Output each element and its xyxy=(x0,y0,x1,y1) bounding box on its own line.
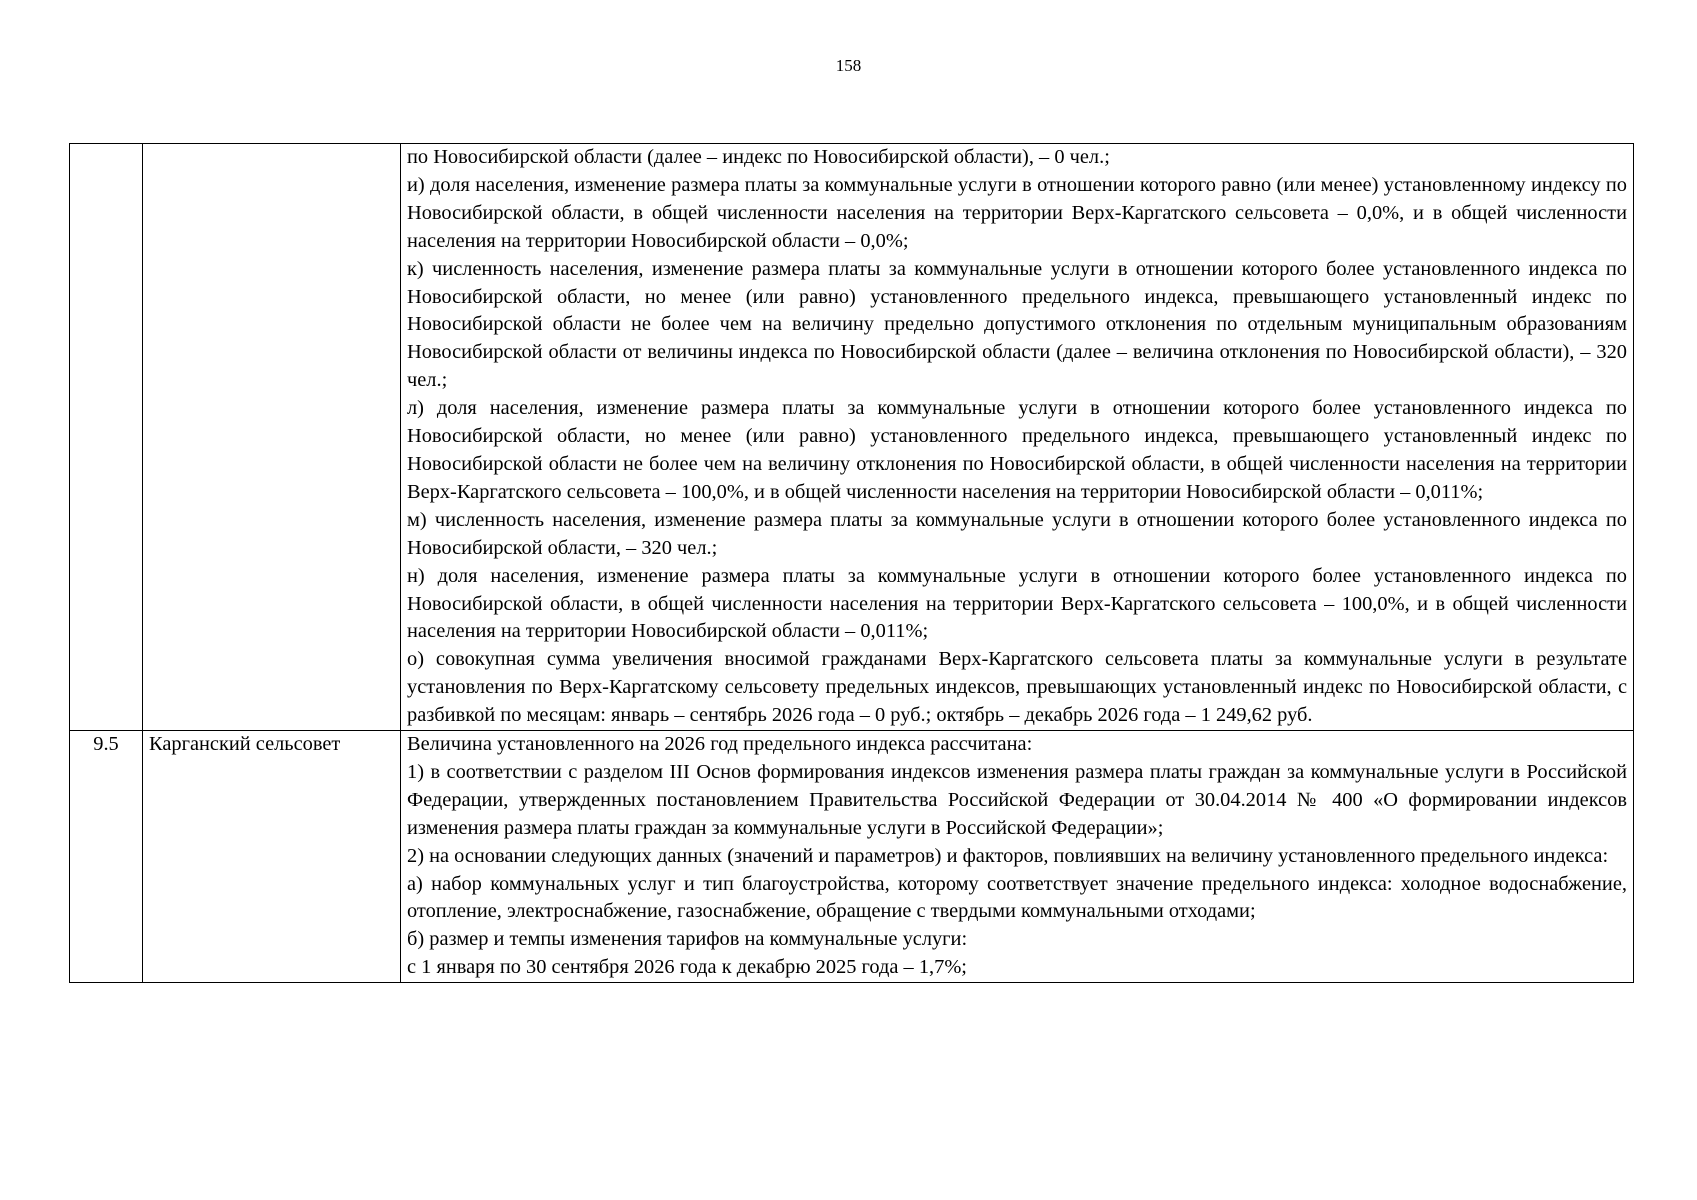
page-number: 158 xyxy=(835,56,862,75)
paragraph: 1) в соответствии с разделом III Основ формирования индексов изменения размера платы граждан за коммунальные услуги в Российской Федерации, утвержденных постановлением Правительства Российской Федерации от 30.04.2014 № 400 «О формировании индексов изменения размера платы граждан за коммунальные услуги в Российской Федерации»; xyxy=(407,760,1627,839)
paragraph: к) численность населения, изменение размера платы за коммунальные услуги в отношении которого более установленного индекса по Новосибирской области, но менее (или равно) установленного предельного индекса, превышающего установленный индекс по Новосибирской области не более чем на величину предельно допустимого отклонения по отдельным муниципальным образованиям Новосибирской области от величины индекса по Новосибирской области (далее – величина отклонения по Новосибирской области), – 320 чел.; xyxy=(407,257,1627,392)
paragraph: н) доля населения, изменение размера платы за коммунальные услуги в отношении которого более установленного индекса по Новосибирской области, в общей численности населения на территории Верх-Каргатского сельсовета – 100,0%, и в общей численности населения на территории Новосибирской области – 0,011%; xyxy=(407,564,1627,643)
row-number-cell: 9.5 xyxy=(70,731,143,983)
paragraph: м) численность населения, изменение размера платы за коммунальные услуги в отношении которого более установленного индекса по Новосибирской области, – 320 чел.; xyxy=(407,508,1627,559)
paragraph: и) доля населения, изменение размера платы за коммунальные услуги в отношении которого равно (или менее) установленному индексу по Новосибирской области, в общей численности населения на территории Верх-Каргатского сельсовета – 0,0%, и в общей численности населения на территории Новосибирской области – 0,0%; xyxy=(407,173,1627,252)
description-cell xyxy=(401,731,1634,983)
document-table xyxy=(69,143,1634,983)
paragraph: с 1 января по 30 сентября 2026 года к декабрю 2025 года – 1,7%; xyxy=(407,956,967,979)
municipality-name-cell xyxy=(143,144,401,731)
paragraph: по Новосибирской области (далее – индекс по Новосибирской области), – 0 чел.; xyxy=(407,146,1110,168)
table-row xyxy=(70,144,1634,731)
paragraph: Величина установленного на 2026 год предельного индекса рассчитана: xyxy=(407,733,1033,756)
paragraph: л) доля населения, изменение размера платы за коммунальные услуги в отношении которого более установленного индекса по Новосибирской области, но менее (или равно) установленного предельного индекса, превышающего установленный индекс по Новосибирской области не более чем на величину отклонения по Новосибирской области, в общей численности населения на территории Верх-Каргатского сельсовета – 100,0%, и в общей численности населения на территории Новосибирской области – 0,011%; xyxy=(407,397,1627,503)
row-number-cell xyxy=(70,144,143,731)
description-cell xyxy=(401,144,1634,731)
paragraph: о) совокупная сумма увеличения вносимой гражданами Верх-Каргатского сельсовета платы за коммунальные услуги в результате установления по Верх-Каргатскому сельсовету предельных индексов, превышающих установленный индекс по Новосибирской области, с разбивкой по месяцам: январь – сентябрь 2026 года – 0 руб.; октябрь – декабрь 2026 года – 1 249,62 руб. xyxy=(407,648,1627,727)
municipality-name-cell: Карганский сельсовет xyxy=(143,731,401,983)
paragraph: а) набор коммунальных услуг и тип благоустройства, которому соответствует значение предельного индекса: холодное водоснабжение, отопление, электроснабжение, газоснабжение, обращение с твердыми коммунальными отходами; xyxy=(407,872,1627,923)
table-row xyxy=(70,731,1634,983)
paragraph: 2) на основании следующих данных (значений и параметров) и факторов, повлиявших на величину установленного предельного индекса: xyxy=(407,844,1609,867)
paragraph: б) размер и темпы изменения тарифов на коммунальные услуги: xyxy=(407,928,968,951)
